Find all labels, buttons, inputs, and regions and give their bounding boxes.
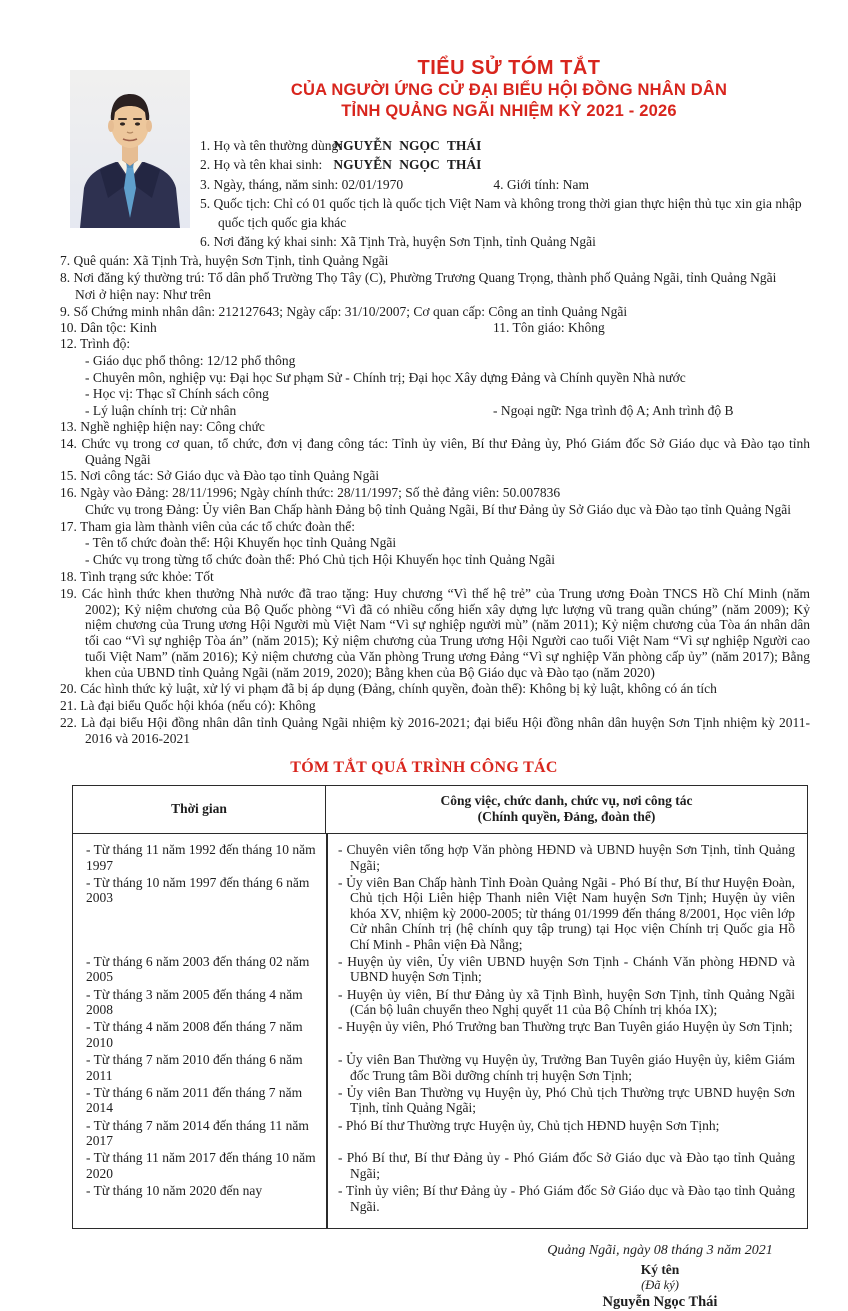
- row-desc: - Ủy viên Ban Thường vụ Huyện ủy, Trưởng Ban Tuyên giáo Huyện ủy, kiêm Giám đốc Trung tâm Bồi dưỡng chính trị huyện Sơn Tịnh;: [338, 1052, 795, 1083]
- field-organizations-heading: 17. Tham gia làm thành viên của các tổ chức đoàn thể:: [60, 518, 355, 534]
- row-time: - Từ tháng 4 năm 2008 đến tháng 7 năm 2010: [86, 1019, 303, 1050]
- row-time: - Từ tháng 3 năm 2005 đến tháng 4 năm 2008: [86, 986, 303, 1018]
- signature-name: Nguyễn Ngọc Thái: [602, 1293, 718, 1310]
- basic-info-list: [200, 136, 818, 251]
- field-dob-gender: [200, 175, 818, 194]
- table-row: [73, 954, 807, 985]
- field-foreign-language: - Ngoại ngữ: Nga trình độ A; Anh trình độ B: [493, 403, 734, 419]
- field-party-admission: 16. Ngày vào Đảng: 28/11/1996; Ngày chính thức: 28/11/1997; Số thẻ đảng viên: 50.007836: [60, 485, 561, 501]
- table-row: [73, 1019, 807, 1050]
- field-organization-name: - Tên tổ chức đoàn thể: Hội Khuyến học tỉnh Quảng Ngãi: [85, 535, 397, 551]
- column-header-work: [326, 786, 807, 834]
- row-desc: - Phó Bí thư, Bí thư Đảng ủy - Phó Giám đốc Sở Giáo dục và Đào tạo tỉnh Quảng Ngãi;: [338, 1150, 795, 1181]
- field-current-position: 14. Chức vụ trong cơ quan, tổ chức, đơn vị đang công tác: Tỉnh ủy viên, Bí thư Đảng ủy, Phó Giám đốc Sở Giáo dục và Đào tạo tỉnh Quảng Ngãi: [60, 435, 810, 467]
- title-line-1: TIỂU SỬ TÓM TẮT: [417, 57, 601, 79]
- field-politics-language: [85, 403, 810, 419]
- row-time: - Từ tháng 11 năm 1992 đến tháng 10 năm 1997: [86, 842, 316, 873]
- field-common-name-value: NGUYỄN NGỌC THÁI: [333, 138, 482, 154]
- field-disciplinary-record: 20. Các hình thức kỷ luật, xử lý vi phạm đã bị áp dụng (Đảng, chính quyền, đoàn thể): Không bị kỷ luật, không có án tích: [60, 681, 717, 697]
- field-national-assembly: 21. Là đại biểu Quốc hội khóa (nếu có): Không: [60, 698, 316, 714]
- field-professional-education: - Chuyên môn, nghiệp vụ: Đại học Sư phạm Sử - Chính trị; Đại học Xây dựng Đảng và Chính quyền Nhà nước: [85, 369, 686, 385]
- field-birth-name-label: 2. Họ và tên khai sinh:: [200, 157, 323, 173]
- field-organization-position: - Chức vụ trong từng tổ chức đoàn thể: Phó Chủ tịch Hội Khuyến học tỉnh Quảng Ngãi: [85, 552, 556, 568]
- field-peoples-council: 22. Là đại biểu Hội đồng nhân dân tỉnh Quảng Ngãi nhiệm kỳ 2016-2021; đại biểu Hội đồng nhân dân huyện Sơn Tịnh nhiệm kỳ 2011-2016 và 2016-2021: [60, 715, 810, 746]
- field-hometown: 7. Quê quán: Xã Tịnh Trà, huyện Sơn Tịnh, tỉnh Quảng Ngãi: [60, 253, 389, 269]
- row-time: - Từ tháng 7 năm 2010 đến tháng 6 năm 2011: [86, 1052, 303, 1083]
- career-section-title: TÓM TẮT QUÁ TRÌNH CÔNG TÁC: [290, 758, 558, 776]
- table-row: [73, 842, 807, 873]
- row-desc: - Phó Bí thư Thường trực Huyện ủy, Chủ tịch HĐND huyện Sơn Tịnh;: [338, 1117, 720, 1133]
- career-table-body: [73, 834, 807, 1228]
- table-row: [73, 987, 807, 1018]
- field-birth-name: [200, 155, 818, 174]
- table-row: [73, 1183, 807, 1214]
- field-birth-name-value: NGUYỄN NGỌC THÁI: [333, 157, 482, 173]
- document-title: [200, 56, 818, 122]
- row-time: - Từ tháng 11 năm 2017 đến tháng 10 năm 2020: [86, 1150, 316, 1181]
- column-header-time: Thời gian: [73, 786, 326, 834]
- field-workplace: 15. Nơi công tác: Sở Giáo dục và Đào tạo tỉnh Quảng Ngãi: [60, 468, 380, 484]
- field-current-residence: Nơi ở hiện nay: Như trên: [75, 286, 211, 302]
- signature-block: [500, 1243, 820, 1311]
- column-header-work-line1: Công việc, chức danh, chức vụ, nơi công tác: [440, 792, 693, 808]
- field-education-heading: 12. Trình độ:: [60, 336, 131, 352]
- table-row: [73, 1118, 807, 1149]
- field-general-education: - Giáo dục phổ thông: 12/12 phổ thông: [85, 352, 296, 368]
- table-row: [73, 875, 807, 952]
- detail-items-list: [60, 253, 810, 746]
- table-row: [73, 1085, 807, 1116]
- row-time: - Từ tháng 6 năm 2011 đến tháng 7 năm 2014: [86, 1084, 303, 1116]
- portrait-illustration: [70, 70, 190, 228]
- field-academic-degree: - Học vị: Thạc sĩ Chính sách công: [85, 386, 269, 402]
- field-health-status: 18. Tình trạng sức khỏe: Tốt: [60, 569, 214, 584]
- field-id-number: 9. Số Chứng minh nhân dân: 212127643; Ngày cấp: 31/10/2007; Cơ quan cấp: Công an tỉnh Quảng Ngãi: [60, 303, 628, 319]
- career-table: [72, 785, 808, 1229]
- row-time: - Từ tháng 10 năm 1997 đến tháng 6 năm 2003: [86, 875, 310, 906]
- field-political-theory: - Lý luận chính trị: Cử nhân: [85, 403, 237, 419]
- field-birth-registration: 6. Nơi đăng ký khai sinh: Xã Tịnh Trà, huyện Sơn Tịnh, tỉnh Quảng Ngãi: [200, 234, 596, 249]
- row-desc: - Tỉnh ủy viên; Bí thư Đảng ủy - Phó Giám đốc Sở Giáo dục và Đào tạo tỉnh Quảng Ngãi.: [338, 1183, 795, 1214]
- row-desc: - Ủy viên Ban Chấp hành Tỉnh Đoàn Quảng Ngãi - Phó Bí thư, Bí thư Huyện Đoàn, Chủ tịch Hội Liên hiệp Thanh niên Việt Nam huyện Sơn Tịnh; Huyện ủy viên khóa XV, nhiệm kỳ 2000-2005; từ tháng 01/1999 đến tháng 8/2001, Học viên lớp Cử nhân Chính trị (hệ chính quy tập trung) tại Học viện Chính trị Quốc gia Hồ Chí Minh - Phân viện Đà Nẵng;: [338, 875, 795, 952]
- row-desc: - Ủy viên Ban Thường vụ Huyện ủy, Phó Chủ tịch Thường trực UBND huyện Sơn Tịnh, tỉnh Quảng Ngãi;: [338, 1084, 795, 1116]
- field-ethnic-religion: [60, 320, 810, 336]
- field-religion: 11. Tôn giáo: Không: [493, 320, 605, 336]
- field-permanent-residence: 8. Nơi đăng ký thường trú: Tổ dân phố Trường Thọ Tây (C), Phường Trương Quang Trọng, thành phố Quảng Ngãi, tỉnh Quảng Ngãi: [60, 269, 777, 285]
- field-common-name: [200, 136, 818, 155]
- title-line-3: TỈNH QUẢNG NGÃI NHIỆM KỲ 2021 - 2026: [341, 102, 677, 121]
- header-and-basic-info: [200, 56, 818, 251]
- field-party-position: Chức vụ trong Đảng: Ủy viên Ban Chấp hành Đảng bộ tỉnh Quảng Ngãi, Bí thư Đảng ủy Sở Giáo dục và Đào tạo tỉnh Quảng Ngãi: [85, 501, 792, 517]
- column-header-work-line2: (Chính quyền, Đảng, đoàn thể): [477, 809, 656, 825]
- field-nationality: 5. Quốc tịch: Chỉ có 01 quốc tịch là quốc tịch Việt Nam và không trong thời gian thực hiện thủ tục xin gia nhập quốc tịch quốc gia khác: [200, 195, 802, 230]
- row-desc: - Huyện ủy viên, Phó Trưởng ban Thường trực Ban Tuyên giáo Huyện ủy Sơn Tịnh;: [338, 1019, 793, 1035]
- table-row: [73, 1052, 807, 1083]
- top-section: [0, 0, 848, 251]
- career-table-header: [73, 786, 807, 835]
- table-row: [73, 1150, 807, 1181]
- title-line-2: CỦA NGƯỜI ỨNG CỬ ĐẠI BIỂU HỘI ĐỒNG NHÂN DÂN: [290, 81, 728, 99]
- row-time: - Từ tháng 7 năm 2014 đến tháng 11 năm 2017: [86, 1117, 309, 1149]
- field-ethnicity: 10. Dân tộc: Kinh: [60, 320, 157, 336]
- row-desc: - Huyện ủy viên, Bí thư Đảng ủy xã Tịnh Bình, huyện Sơn Tịnh, tỉnh Quảng Ngãi (Cán bộ luân chuyển theo Nghị quyết 11 của Bộ Chính trị khóa IX);: [338, 986, 795, 1018]
- signed-note: (Đã ký): [641, 1277, 679, 1292]
- signature-label: Ký tên: [640, 1261, 680, 1277]
- row-desc: - Huyện ủy viên, Ủy viên UBND huyện Sơn Tịnh - Chánh Văn phòng HĐND và UBND huyện Sơn Tịnh;: [338, 953, 795, 985]
- field-gender: 4. Giới tính: Nam: [493, 176, 590, 192]
- row-desc: - Chuyên viên tổng hợp Văn phòng HĐND và UBND huyện Sơn Tịnh, tỉnh Quảng Ngãi;: [338, 842, 795, 873]
- signature-place-date: Quảng Ngãi, ngày 08 tháng 3 năm 2021: [547, 1242, 773, 1258]
- field-occupation: 13. Nghề nghiệp hiện nay: Công chức: [60, 418, 265, 434]
- field-awards: 19. Các hình thức khen thưởng Nhà nước đã trao tặng: Huy chương “Vì thế hệ trẻ” của Trung ương Đoàn TNCS Hồ Chí Minh (năm 2002); Kỷ niệm chương của Bộ Quốc phòng “Vì đã có nhiều cống hiến xây dựng lực lượng vũ trang quần chúng” (năm 2009); Kỷ niệm chương của Trung ương Hội Người mù Việt Nam “Vì sự nghiệp người mù” (năm 2011); Kỷ niệm chương của Tòa án nhân dân tối cao “Vì sự nghiệp Tòa án” (năm 2015); Kỷ niệm chương của Trung ương Hội Người cao tuổi Việt Nam “Vì sự nghiệp Người cao tuổi Việt Nam” (năm 2016); Kỷ niệm chương của Văn phòng Trung ương Đảng “Vì sự nghiệp Văn phòng cấp ủy” (năm 2017); Bằng khen của UBND tỉnh Quảng Ngãi (năm 2019, 2020); Bằng khen của Bộ Giáo dục và Đào tạo (năm 2020): [60, 585, 810, 680]
- row-time: - Từ tháng 10 năm 2020 đến nay: [86, 1183, 263, 1199]
- row-time: - Từ tháng 6 năm 2003 đến tháng 02 năm 2005: [86, 953, 310, 985]
- field-dob: 3. Ngày, tháng, năm sinh: 02/01/1970: [200, 176, 404, 192]
- field-common-name-label: 1. Họ và tên thường dùng:: [200, 138, 342, 154]
- candidate-photo: [70, 70, 190, 228]
